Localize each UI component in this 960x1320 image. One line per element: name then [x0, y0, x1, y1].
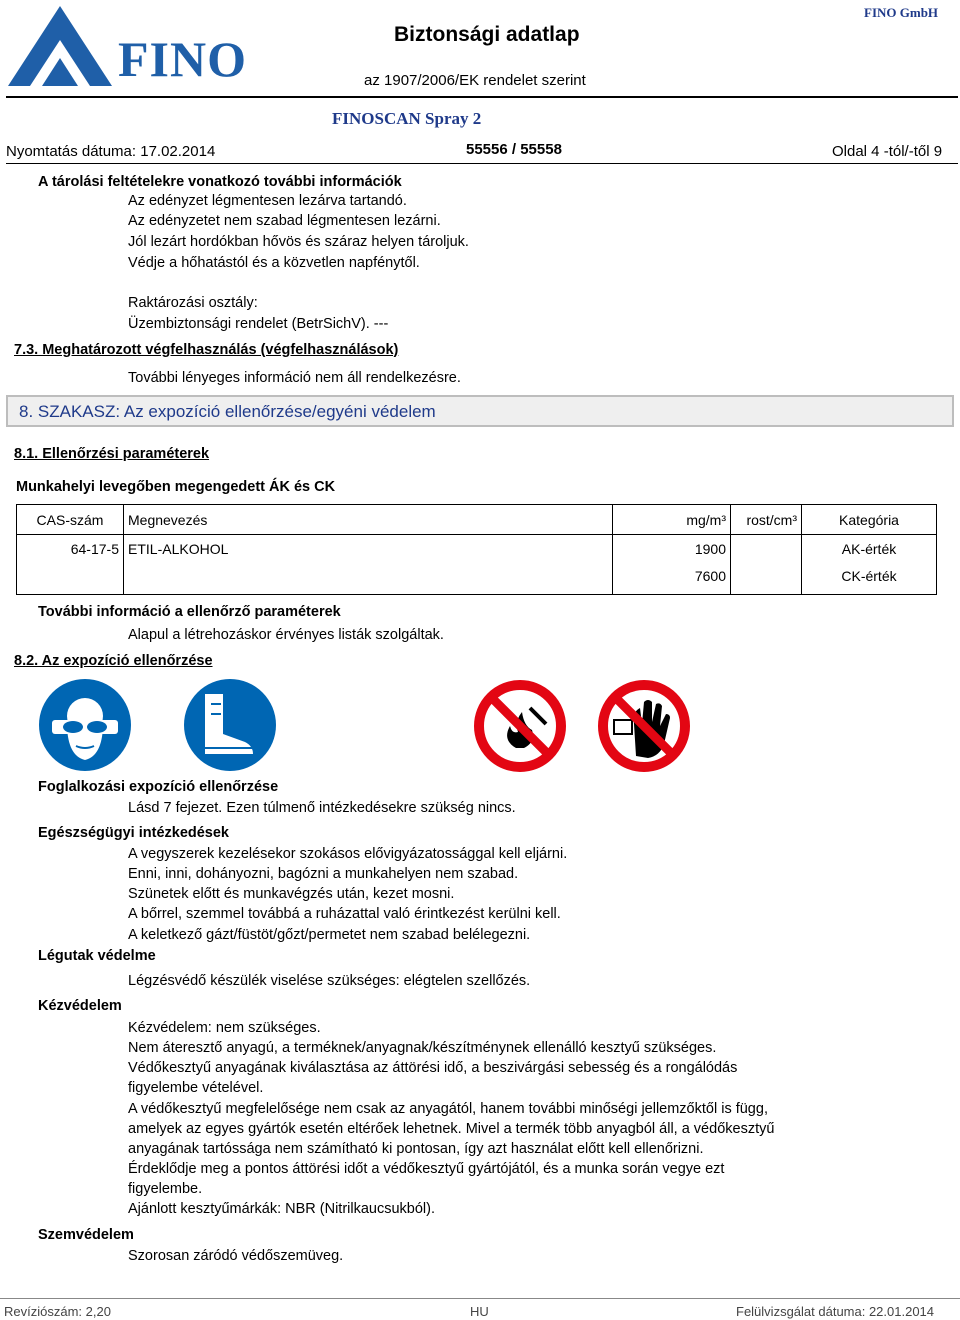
no-touch-icon: [596, 678, 692, 778]
table-row: [17, 535, 937, 595]
eye-heading: Szemvédelem: [38, 1227, 134, 1243]
storage-line: Az edényzet légmentesen lezárva tartandó.: [128, 193, 407, 209]
section-8-2-heading: 8.2. Az expozíció ellenőrzése: [14, 653, 213, 669]
table-value-cat-1: AK-érték: [841, 541, 897, 557]
hand-line: A védőkesztyű megfelelősége nem csak az anyagától, hanem további minőségi jellemzőktől is függ,: [128, 1101, 768, 1117]
table-header-fiber: rost/cm³: [731, 505, 802, 535]
no-fire-icon: [472, 678, 568, 778]
page-number: Oldal 4 -tól/-től 9: [832, 143, 943, 160]
section-8-banner: [6, 395, 954, 427]
section-8-heading: 8. SZAKASZ: Az expozíció ellenőrzése/egyéni védelem: [19, 402, 436, 421]
hand-line: Nem áteresztő anyagú, a terméknek/anyagnak/készítménynek ellenálló kesztyű szükséges.: [128, 1040, 717, 1056]
storage-class-value: Üzembiztonsági rendelet (BetrSichV). ---: [128, 316, 389, 332]
goggles-icon: [38, 678, 132, 776]
hand-line: amelyek az egyes gyártók esetén eltérőek lehetnek. Mivel a termék több anyagból áll, a védőkesztyű: [128, 1121, 775, 1137]
footer-review-date: Felülvizsgálat dátuma: 22.01.2014: [736, 1304, 935, 1319]
product-code: 55556 / 55558: [466, 141, 562, 158]
eye-text: Szorosan záródó védőszemüveg.: [128, 1248, 344, 1264]
table-value-mg-2: 7600: [694, 568, 726, 584]
storage-heading: A tárolási feltételekre vonatkozó további információk: [38, 174, 402, 190]
hand-line: Kézvédelem: nem szükséges.: [128, 1020, 321, 1036]
hygiene-line: A vegyszerek kezelésekor szokásos elővigyázatossággal kell eljárni.: [128, 846, 568, 862]
limits-heading: Munkahelyi levegőben megengedett ÁK és CK: [16, 479, 336, 495]
hygiene-heading: Egészségügyi intézkedések: [38, 825, 229, 841]
table-value-mg-1: 1900: [694, 541, 726, 557]
table-cell-name: ETIL-ALKOHOL: [124, 535, 613, 595]
header-rule-top: [6, 96, 958, 98]
table-cell-fiber: [731, 535, 802, 595]
document-title: Biztonsági adatlap: [394, 23, 580, 46]
section-8-1-heading: 8.1. Ellenőrzési paraméterek: [14, 446, 210, 462]
table-cell-category: [802, 535, 937, 595]
hand-heading: Kézvédelem: [38, 998, 122, 1014]
hand-line: figyelembe vételével.: [128, 1080, 264, 1096]
product-name: FINOSCAN Spray 2: [332, 109, 482, 128]
respiratory-text: Légzésvédő készülék viselése szükséges: elégtelen szellőzés.: [128, 973, 531, 989]
table-header-name: Megnevezés: [124, 505, 613, 535]
table-cell-mg: [613, 535, 731, 595]
print-date: Nyomtatás dátuma: 17.02.2014: [6, 143, 216, 160]
footer-language: HU: [470, 1304, 489, 1319]
storage-line: Védje a hőhatástól és a közvetlen napfénytől.: [128, 255, 420, 271]
hand-line: Érdeklődje meg a pontos áttörési időt a védőkesztyű gyártójától, és a munka során vegye ezt: [128, 1161, 725, 1177]
exposure-limits-table: [16, 504, 937, 595]
storage-line: Az edényzetet nem szabad légmentesen lezárni.: [128, 213, 441, 229]
table-header-mg: mg/m³: [613, 505, 731, 535]
company-name: FINO GmbH: [864, 5, 939, 20]
table-header-category: Kategória: [802, 505, 937, 535]
further-info-heading: További információ a ellenőrző paraméterek: [38, 604, 341, 620]
hygiene-line: Enni, inni, dohányozni, bagózni a munkahelyen nem szabad.: [128, 866, 519, 882]
hand-line: Védőkesztyű anyagának kiválasztása az áttörési idő, a beszivárgási sebesség és a rongálódás: [128, 1060, 738, 1076]
footer-revision: Revíziószám: 2,20: [4, 1304, 111, 1319]
hygiene-line: A keletkező gázt/füstöt/gőzt/permetet nem szabad belélegezni.: [128, 927, 531, 943]
table-header-cas: CAS-szám: [17, 505, 124, 535]
logo-text: FINO: [118, 31, 247, 87]
storage-class-label: Raktározási osztály:: [128, 295, 258, 311]
hand-line: anyagának tartóssága nem számítható ki pontosan, így azt használat előtt kell ellenőrizni.: [128, 1141, 704, 1157]
hand-line: figyelembe.: [128, 1181, 203, 1197]
table-header-row: [17, 505, 937, 535]
hand-line: Ajánlott kesztyűmárkák: NBR (Nitrilkaucsukból).: [128, 1201, 436, 1217]
regulation: az 1907/2006/EK rendelet szerint: [364, 72, 586, 89]
hygiene-line: Szünetek előtt és munkavégzés után, kezet mosni.: [128, 886, 455, 902]
footer-rule: [0, 1298, 960, 1299]
respiratory-heading: Légutak védelme: [38, 948, 156, 964]
section-7-3-heading: 7.3. Meghatározott végfelhasználás (végfelhasználások): [14, 342, 399, 358]
section-7-3-text: További lényeges információ nem áll rendelkezésre.: [128, 370, 461, 386]
header-rule-bottom: [6, 163, 958, 164]
table-value-cat-2: CK-érték: [841, 568, 897, 584]
occupational-text: Lásd 7 fejezet. Ezen túlmenő intézkedésekre szükség nincs.: [128, 800, 516, 816]
table-cell-cas: 64-17-5: [17, 535, 124, 595]
storage-line: Jól lezárt hordókban hővös és száraz helyen tároljuk.: [128, 234, 469, 250]
further-info-text: Alapul a létrehozáskor érvényes listák szolgáltak.: [128, 627, 444, 643]
safety-boots-icon: [183, 678, 277, 776]
hygiene-line: A bőrrel, szemmel továbbá a ruházattal való érintkezést kerülni kell.: [128, 906, 561, 922]
occupational-heading: Foglalkozási expozíció ellenőrzése: [38, 779, 279, 795]
